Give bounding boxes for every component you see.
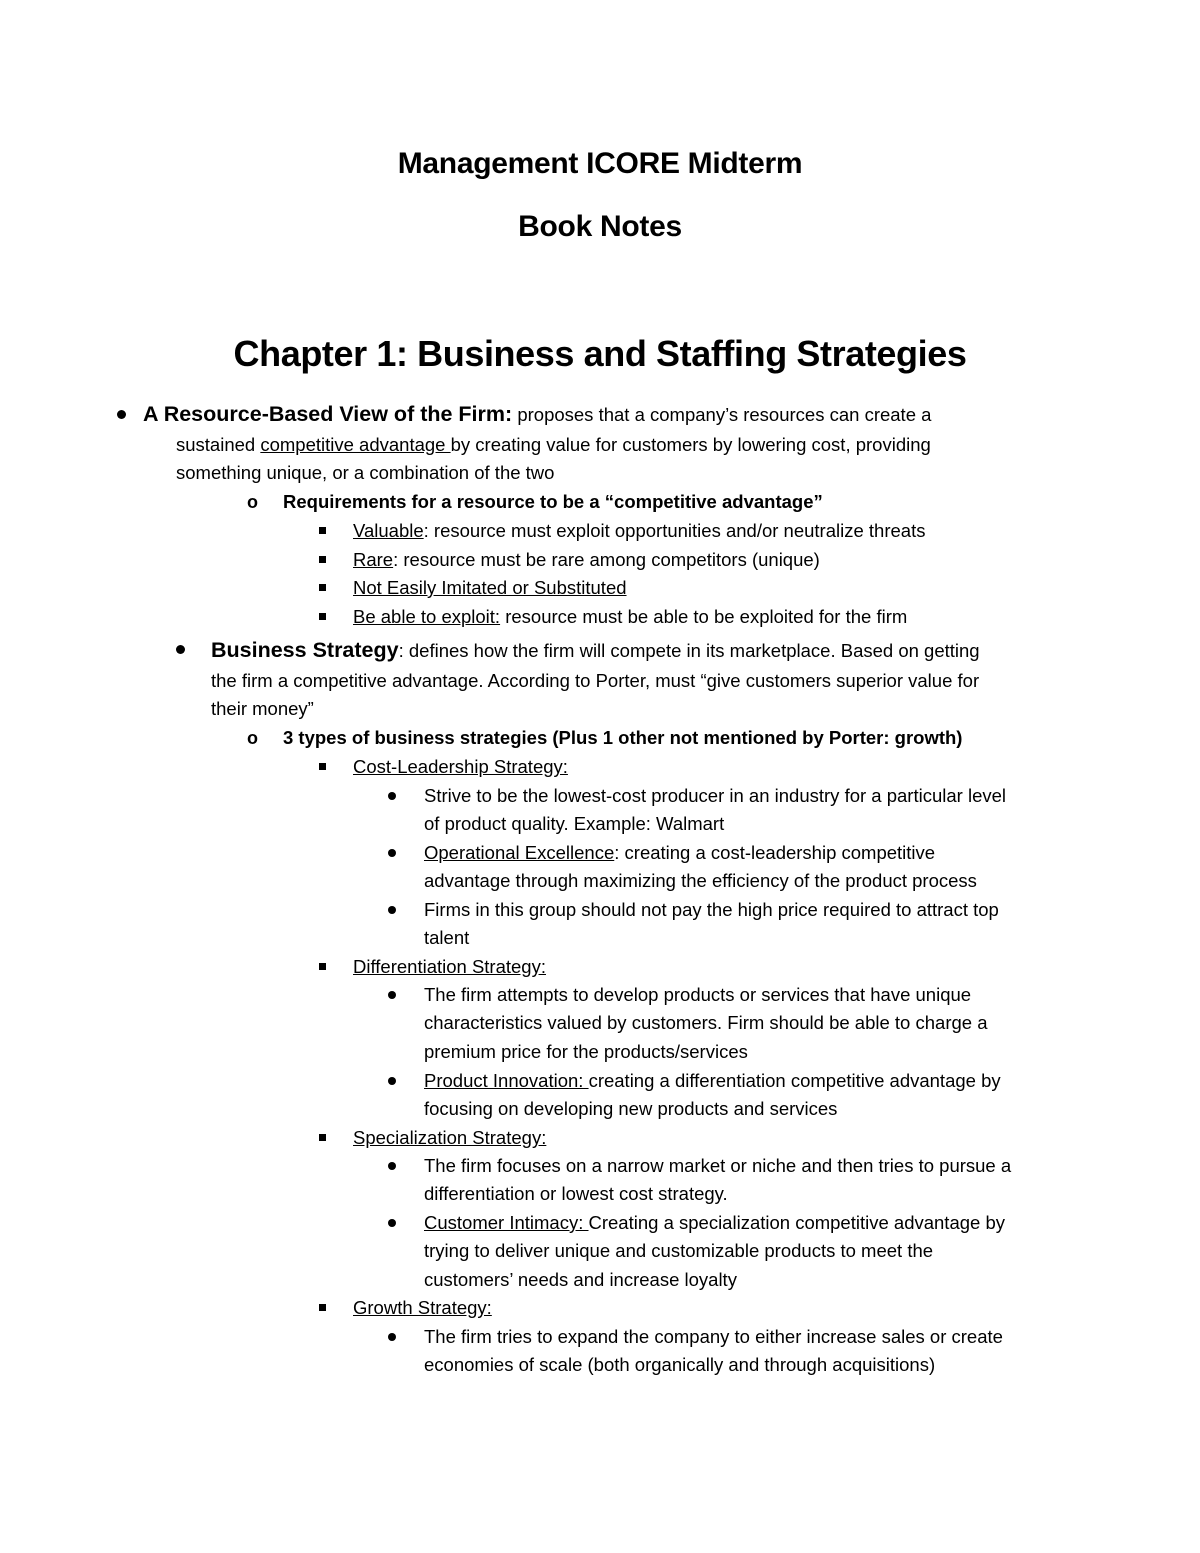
cost-b2-text: : creating a cost-leadership competitive bbox=[614, 842, 936, 863]
req-imitated bbox=[353, 574, 627, 602]
bullet-dot bbox=[388, 991, 396, 999]
bullet-dot bbox=[388, 1162, 396, 1170]
square-bullet bbox=[319, 1134, 326, 1141]
cost-b2-line1 bbox=[424, 839, 935, 867]
product-innovation-term: Product Innovation: bbox=[424, 1070, 589, 1091]
bullet-dot bbox=[388, 1219, 396, 1227]
diff-b2-line2: focusing on developing new products and services bbox=[424, 1098, 838, 1119]
bs-line-3: their money” bbox=[211, 698, 314, 719]
square-bullet bbox=[319, 613, 326, 620]
bs-line-2: the firm a competitive advantage. According to Porter, must “give customers superior value for bbox=[211, 670, 980, 691]
bullet-dot bbox=[388, 792, 396, 800]
diff-b2-line1 bbox=[424, 1067, 1001, 1095]
customer-intimacy-term: Customer Intimacy: bbox=[424, 1212, 589, 1233]
bullet-dot bbox=[117, 410, 126, 419]
growth-b1-line1: The firm tries to expand the company to either increase sales or create bbox=[424, 1326, 1003, 1347]
spec-b2-line1 bbox=[424, 1209, 1005, 1237]
o-bullet: o bbox=[247, 728, 258, 748]
bs-line-1 bbox=[211, 636, 980, 665]
bullet-dot bbox=[388, 1333, 396, 1341]
square-bullet bbox=[319, 527, 326, 534]
bullet-dot bbox=[388, 1077, 396, 1085]
bullet-dot bbox=[388, 849, 396, 857]
diff-b1-line3: premium price for the products/services bbox=[424, 1041, 748, 1062]
square-bullet bbox=[319, 963, 326, 970]
bullet-dot bbox=[388, 906, 396, 914]
o-bullet: o bbox=[247, 492, 258, 512]
growth-label: Growth Strategy: bbox=[353, 1297, 492, 1318]
growth-b1-line2: economies of scale (both organically and through acquisitions) bbox=[424, 1354, 936, 1375]
cost-b3-line1: Firms in this group should not pay the high price required to attract top bbox=[424, 899, 999, 920]
rbv-line-2 bbox=[176, 431, 931, 459]
diff-b2-text: creating a differentiation competitive advantage by bbox=[588, 1070, 1001, 1091]
chapter-heading: Chapter 1: Business and Staffing Strategies bbox=[233, 333, 967, 374]
bullet-dot bbox=[176, 645, 185, 654]
bs-line1-text: : defines how the firm will compete in its marketplace. Based on getting bbox=[398, 640, 980, 661]
rbv-sep: : bbox=[505, 402, 513, 426]
rbv-line2-post: by creating value for customers by lowering cost, providing bbox=[450, 434, 931, 455]
types-heading: 3 types of business strategies (Plus 1 other not mentioned by Porter: growth) bbox=[283, 727, 963, 748]
diff-b1-line2: characteristics valued by customers. Firm should be able to charge a bbox=[424, 1012, 988, 1033]
document-title: Management ICORE Midterm bbox=[397, 147, 803, 180]
req-term: Valuable bbox=[353, 520, 424, 541]
cost-b2-line2: advantage through maximizing the efficiency of the product process bbox=[424, 870, 977, 891]
req-text: : resource must exploit opportunities and/or neutralize threats bbox=[423, 520, 926, 541]
req-term: Be able to exploit: bbox=[353, 606, 501, 627]
diff-b1-line1: The firm attempts to develop products or services that have unique bbox=[424, 984, 972, 1005]
req-text: : resource must be rare among competitors (unique) bbox=[393, 549, 820, 570]
req-term: Not Easily Imitated or Substituted bbox=[353, 577, 627, 598]
square-bullet bbox=[319, 584, 326, 591]
spec-b2-text: Creating a specialization competitive advantage by bbox=[588, 1212, 1005, 1233]
differentiation-label: Differentiation Strategy: bbox=[353, 956, 546, 977]
specialization-label: Specialization Strategy: bbox=[353, 1127, 547, 1148]
cost-b1-line2: of product quality. Example: Walmart bbox=[424, 813, 725, 834]
cost-b1-line1: Strive to be the lowest-cost producer in an industry for a particular level bbox=[424, 785, 1007, 806]
rbv-line-1 bbox=[143, 400, 931, 429]
spec-b1-line1: The firm focuses on a narrow market or niche and then tries to pursue a bbox=[424, 1155, 1012, 1176]
rbv-line1-text: proposes that a company’s resources can create a bbox=[512, 404, 932, 425]
spec-b1-line2: differentiation or lowest cost strategy. bbox=[424, 1183, 728, 1204]
spec-b2-line3: customers’ needs and increase loyalty bbox=[424, 1269, 737, 1290]
req-text: resource must be able to be exploited for the firm bbox=[500, 606, 908, 627]
square-bullet bbox=[319, 763, 326, 770]
rbv-line2-pre: sustained bbox=[176, 434, 261, 455]
requirements-heading: Requirements for a resource to be a “competitive advantage” bbox=[283, 491, 823, 512]
square-bullet bbox=[319, 1304, 326, 1311]
business-strategy-term: Business Strategy bbox=[211, 638, 399, 662]
req-valuable bbox=[353, 517, 925, 545]
rbv-line-3: something unique, or a combination of the two bbox=[176, 462, 555, 483]
cost-b3-line2: talent bbox=[424, 927, 470, 948]
square-bullet bbox=[319, 556, 326, 563]
document-subtitle: Book Notes bbox=[518, 210, 682, 243]
rbv-term: A Resource-Based View of the Firm bbox=[143, 402, 506, 426]
req-rare bbox=[353, 546, 820, 574]
spec-b2-line2: trying to deliver unique and customizable products to meet the bbox=[424, 1240, 934, 1261]
req-exploit bbox=[353, 603, 907, 631]
operational-excellence-term: Operational Excellence bbox=[424, 842, 615, 863]
req-term: Rare bbox=[353, 549, 394, 570]
competitive-advantage-term: competitive advantage bbox=[260, 434, 451, 455]
cost-leadership-label: Cost-Leadership Strategy: bbox=[353, 756, 568, 777]
